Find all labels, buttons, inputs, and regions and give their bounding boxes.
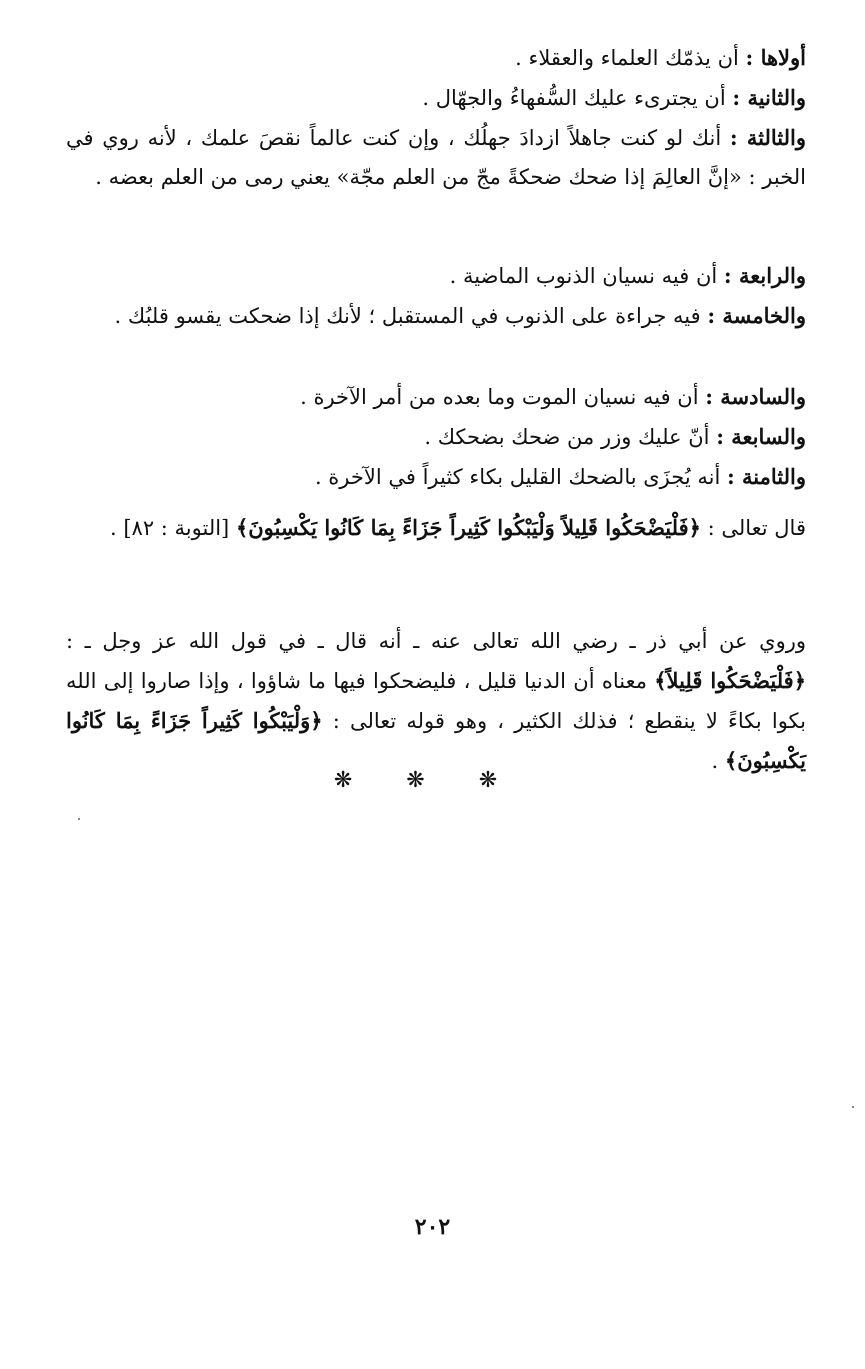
quran-quote-1: ﴿فَلْيَضْحَكُوا قَلِيلاً﴾ [654,668,806,693]
verse-paragraph [66,508,806,548]
quran-quote-2: ﴿وَلْيَبْكُوا كَثِيراً جَزَاءً بِمَا كَانُوا يَكْسِبُونَ﴾ [66,708,806,773]
narration-text [66,622,806,781]
list-block-3 [66,377,806,497]
list-item-4 [66,256,806,296]
item-label: والثامنة : [726,464,806,489]
item-label: والثانية : [732,85,806,110]
page-number: ٢٠٢ [414,1214,451,1240]
list-block [66,38,806,197]
item-label: والسادسة : [705,384,806,409]
item-text: أنه يُجزَى بالضحك القليل بكاء كثيراً في الآخرة . [314,465,727,489]
scan-speck [852,1106,854,1108]
list-block-2 [66,256,806,336]
scan-speck [78,818,80,820]
item-label: والثالثة : [729,125,806,150]
item-label: والخامسة : [707,303,806,328]
item-text: فيه جراءة على الذنوب في المستقبل ؛ لأنك إذا ضحكت يقسو قلبُك . [114,304,708,328]
item-label: والسابعة : [716,424,806,449]
list-item-7 [66,417,806,457]
list-item-8 [66,457,806,497]
separator-star-icon: ❋ [406,768,459,793]
section-separator [0,768,865,793]
item-text: أن يذمّك العلماء والعقلاء . [515,46,746,70]
list-item-3 [66,118,806,197]
separator-star-icon: ❋ [478,768,532,793]
list-item-5 [66,296,806,336]
item-text: أنك لو كنت جاهلاً ازدادَ جهلُك ، وإن كنت عالماً نقصَ علمك ، لأنه روي في الخبر : «إنَّ العالِمَ إذا ضحك ضحكةً مجّ من العلم مجّة» يعني رمى من العلم بعضه . [66,126,806,189]
list-item-1 [66,38,806,78]
narration-paragraph [66,622,806,781]
item-label: والرابعة : [723,263,806,288]
list-item-6 [66,377,806,417]
item-text: أن فيه نسيان الذنوب الماضية . [449,264,724,288]
item-text: أنّ عليك وزر من ضحك بضحكك . [424,425,717,449]
verse-intro: قال تعالى : [700,516,806,540]
separator-star-icon: ❋ [333,768,387,793]
narration-part-1: وروي عن أبي ذر ـ رضي الله تعالى عنه ـ أنه قال ـ في قول الله عز وجل ـ : [66,629,806,653]
quran-verse: ﴿فَلْيَضْحَكُوا قَلِيلاً وَلْيَبْكُوا كَثِيراً جَزَاءً بِمَا كَانُوا يَكْسِبُونَ﴾ [235,515,701,540]
narration-part-2: معناه أن الدنيا قليل ، فليضحكوا فيها ما شاؤوا ، وإذا صاروا إلى الله بكوا بكاءً لا ينقطع ؛ فذلك الكثير ، وهو قوله تعالى : [66,669,806,733]
narration-part-3: . [711,749,725,773]
item-text: أن فيه نسيان الموت وما بعده من أمر الآخرة . [300,385,706,409]
verse-reference: [التوبة : ٨٢] . [110,516,236,540]
verse-line [66,508,806,548]
list-item-2 [66,78,806,118]
item-text: أن يجترىء عليك السُّفهاءُ والجهّال . [422,86,733,110]
item-label: أولاها : [745,45,806,70]
